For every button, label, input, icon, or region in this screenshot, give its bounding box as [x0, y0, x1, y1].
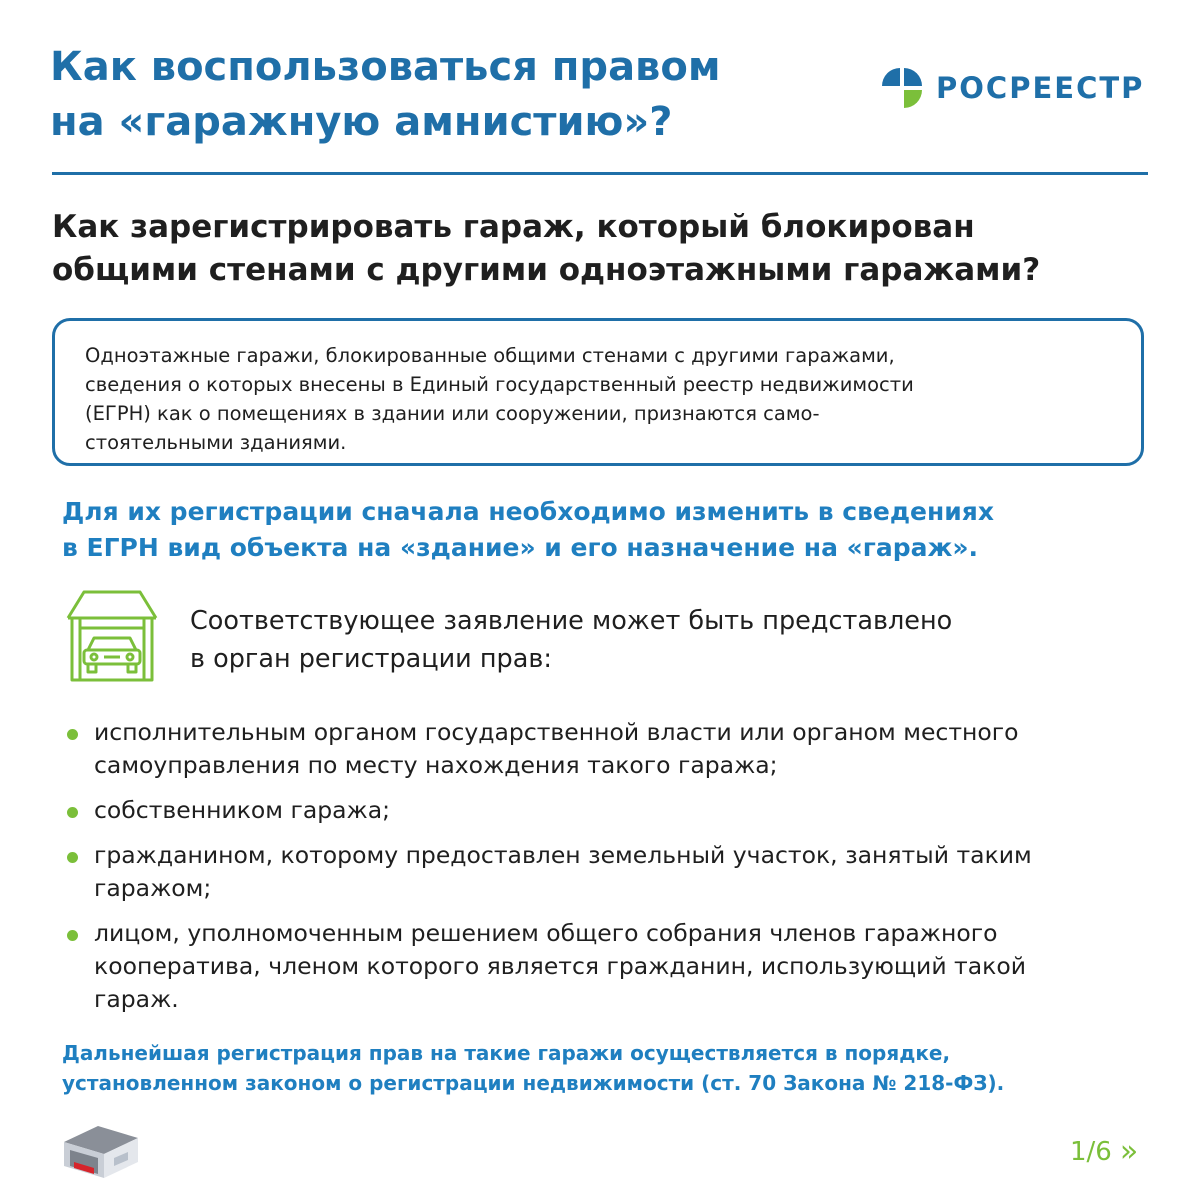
bullet-dot-icon: [67, 807, 78, 818]
bullet-dot-icon: [67, 729, 78, 740]
rosreestr-logo-icon: [880, 66, 924, 110]
bullet-dot-icon: [67, 852, 78, 863]
question-line-2: общими стенами с другими одноэтажными гаражами?: [52, 252, 1041, 288]
accent-line-1: Для их регистрации сначала необходимо изменить в сведениях: [62, 497, 994, 526]
info-line-4: стоятельными зданиями.: [85, 431, 347, 454]
footer-line-1: Дальнейшая регистрация прав на такие гаражи осуществляется в порядке,: [62, 1041, 951, 1065]
list-item-line-1: гражданином, которому предоставлен земельный участок, занятый таким: [94, 841, 1032, 869]
list-item-line-1: лицом, уполномоченным решением общего собрания членов гаражного: [94, 919, 998, 947]
list-item: [64, 794, 1154, 827]
footer-note: [62, 1038, 1152, 1098]
applicant-list: [64, 716, 1154, 1028]
double-chevron-right-icon[interactable]: »: [1119, 1134, 1139, 1169]
header-divider: [52, 172, 1148, 175]
garage-illustration-icon: [58, 1120, 144, 1180]
question-heading: [52, 206, 1162, 292]
list-item-line-1: исполнительным органом государственной власти или органом местного: [94, 718, 1019, 746]
info-line-3: (ЕГРН) как о помещениях в здании или сооружении, признаются само-: [85, 402, 820, 425]
info-line-1: Одноэтажные гаражи, блокированные общими стенами с другими гаражами,: [85, 344, 895, 367]
logo-text: РОСРЕЕСТР: [936, 71, 1145, 105]
list-item-line-2: кооператива, членом которого является гражданин, использующий такой: [94, 952, 1026, 980]
rosreestr-logo: [880, 66, 1144, 110]
lead-text: [190, 602, 1150, 678]
garage-car-icon: [64, 588, 160, 684]
list-item-line-3: гараж.: [94, 985, 179, 1013]
page-title: [50, 40, 810, 150]
list-item: [64, 839, 1154, 905]
pager[interactable]: [1070, 1134, 1138, 1169]
page-title-line-1: Как воспользоваться правом: [50, 44, 721, 90]
list-item: [64, 917, 1154, 1016]
page-indicator: 1/6: [1070, 1136, 1112, 1167]
lead-line-1: Соответствующее заявление может быть представлено: [190, 606, 953, 636]
info-box: [52, 318, 1144, 466]
list-item-line-2: гаражом;: [94, 874, 212, 902]
list-item-line-2: самоуправления по месту нахождения такого гаража;: [94, 751, 778, 779]
info-line-2: сведения о которых внесены в Единый государственный реестр недвижимости: [85, 373, 914, 396]
accent-note: [62, 494, 1162, 566]
question-line-1: Как зарегистрировать гараж, который блокирован: [52, 209, 975, 245]
list-item-line-1: собственником гаража;: [94, 796, 391, 824]
accent-line-2: в ЕГРН вид объекта на «здание» и его назначение на «гараж».: [62, 533, 979, 562]
lead-line-2: в орган регистрации прав:: [190, 644, 552, 674]
bullet-dot-icon: [67, 930, 78, 941]
info-box-text: [85, 341, 1111, 457]
footer-line-2: установленном законом о регистрации недвижимости (ст. 70 Закона № 218-ФЗ).: [62, 1071, 1005, 1095]
list-item: [64, 716, 1154, 782]
page-title-line-2: на «гаражную амнистию»?: [50, 99, 673, 145]
